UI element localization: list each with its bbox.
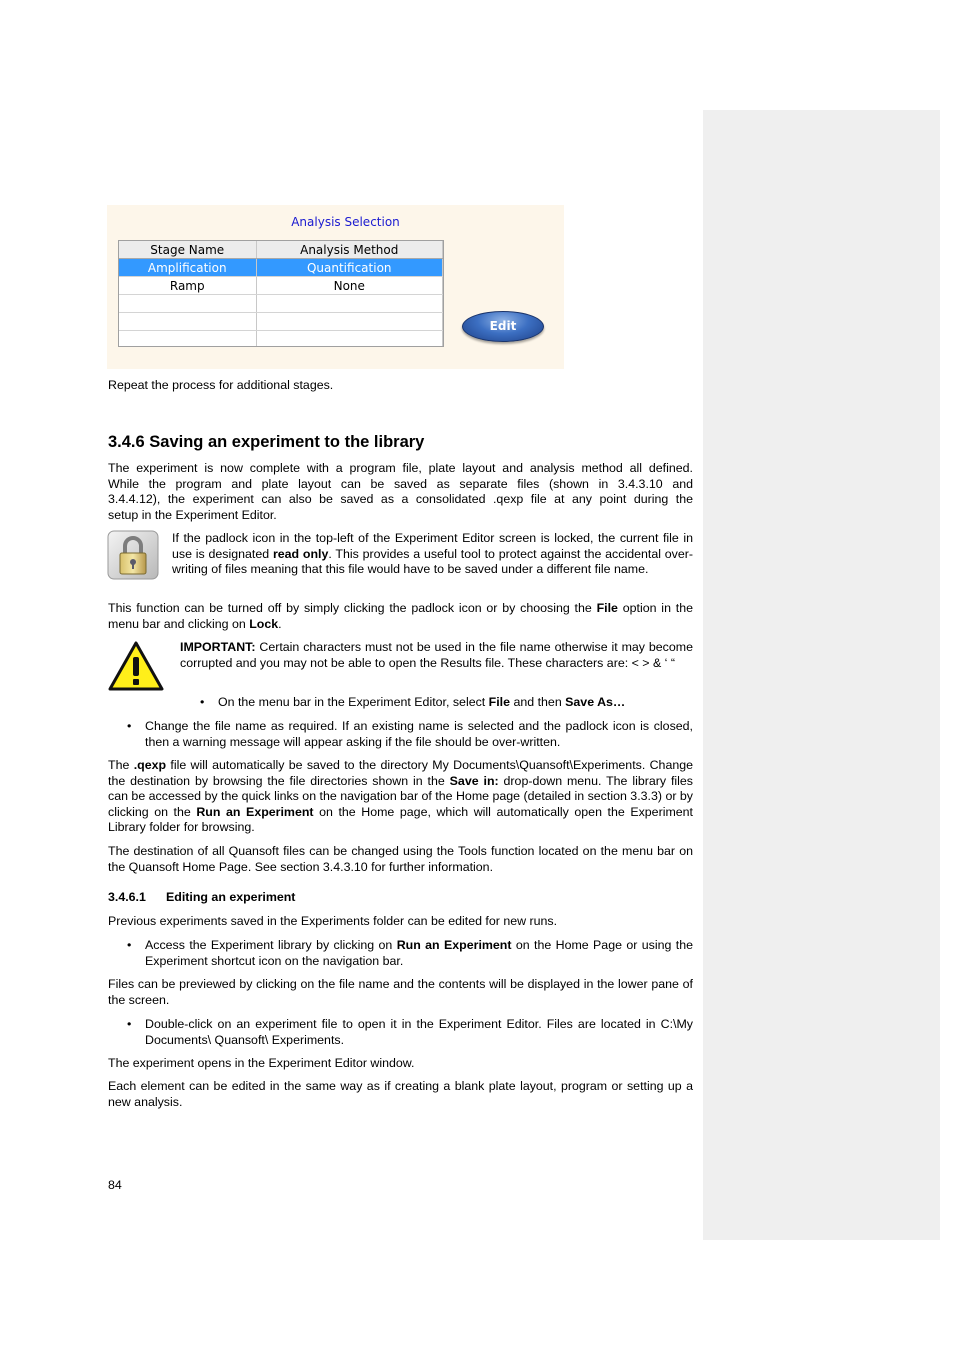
- comment-margin: [703, 110, 940, 1240]
- bullet-marker: •: [127, 719, 132, 733]
- text-run: and then: [510, 695, 566, 709]
- lock-note-text: If the padlock icon in the top-left of the Experiment Editor screen is locked, the current file in use is designated: [172, 531, 693, 561]
- paragraph-destination: The destination of all Quansoft files can be changed using the Tools function located on the menu bar on the Quansoft Home Page. See section 3.4.3.10 for further information.: [108, 844, 693, 874]
- important-text: Certain characters must not be used in the file name otherwise it may become corrupted and you may not be able to open the Results file. These characters are: < > & ‘ “: [180, 640, 693, 670]
- page-number: 84: [108, 1178, 122, 1192]
- subsection-heading: [108, 890, 295, 904]
- stage-name-cell[interactable]: Ramp: [119, 277, 256, 295]
- important-note: [180, 640, 693, 671]
- bold-run: .qexp: [133, 758, 167, 772]
- text-run: This function can be turned off by simply clicking the padlock icon or by choosing the: [108, 601, 597, 615]
- text-run: Access the Experiment library by clicking on: [145, 938, 397, 952]
- paragraph-lock-off: [108, 601, 693, 632]
- table-row[interactable]: [119, 259, 443, 277]
- bold-run: Save As…: [565, 695, 626, 709]
- lock-note-bold: read only: [272, 546, 329, 561]
- stage-name-cell[interactable]: [119, 295, 256, 313]
- column-header-analysis-method[interactable]: Analysis Method: [256, 241, 443, 259]
- analysis-grid: [118, 240, 444, 347]
- column-header-stage-name[interactable]: Stage Name: [119, 241, 256, 259]
- paragraph-each-element: Each element can be edited in the same way as if creating a blank plate layout, program or setting up a new analysis.: [108, 1079, 693, 1109]
- text-run: The: [108, 758, 134, 772]
- section-heading: 3.4.6 Saving an experiment to the library: [108, 433, 425, 451]
- text-run: file will automatically be saved to the directory My Documents\Quansoft\Experiments. Change the destination by browsing the file directories shown in the: [108, 758, 694, 788]
- stage-name-cell[interactable]: [119, 331, 256, 348]
- bullet-item: [127, 719, 693, 750]
- paragraph-line: 3.4.4.12), the experiment can also be saved as a consolidated .qexp file at any point during the: [108, 492, 693, 507]
- bullet-text: [145, 938, 693, 969]
- text-run: on the Home Page or using the Experiment shortcut icon on the navigation bar.: [145, 938, 693, 968]
- analysis-method-cell[interactable]: Quantification: [256, 259, 443, 277]
- subsection-title: Editing an experiment: [166, 890, 296, 904]
- paragraph-preview: Files can be previewed by clicking on the file name and the contents will be displayed in the lower pane of the screen.: [108, 977, 693, 1007]
- analysis-method-cell[interactable]: [256, 331, 443, 348]
- bold-run: Lock: [249, 616, 279, 631]
- paragraph-line: While the program and plate layout can be saved as separate files (shown in 3.4.3.10 and: [108, 476, 693, 491]
- bullet-item: [127, 1017, 693, 1048]
- padlock-icon: [107, 530, 159, 580]
- text-run: drop-down menu. The library files can be accessed by the quick links on the navigation bar of the Home page (detailed in section 3.3.3) or by clicking on the: [108, 773, 693, 819]
- bold-run: File: [488, 695, 511, 709]
- bold-run: File: [596, 601, 618, 615]
- text-run: on the Home page, which will automatically open the Experiment Library folder for browsing.: [108, 804, 693, 835]
- table-row[interactable]: [119, 313, 443, 331]
- subsection-number: 3.4.6.1: [108, 890, 146, 904]
- grid-header-row: [119, 241, 443, 259]
- analysis-selection-panel: [107, 205, 564, 369]
- important-label: IMPORTANT:: [180, 640, 256, 654]
- warning-icon: [107, 640, 165, 692]
- analysis-method-cell[interactable]: [256, 295, 443, 313]
- edit-button[interactable]: Edit: [462, 311, 544, 342]
- bullet-text: Change the file name as required. If an existing name is selected and the padlock icon is closed, then a warning message will appear asking if the file should be over-written.: [145, 719, 693, 749]
- bullet-text: [218, 695, 693, 711]
- bullet-marker: •: [200, 695, 205, 709]
- paragraph-opens: The experiment opens in the Experiment Editor window.: [108, 1056, 415, 1070]
- paragraph-line: The experiment is now complete with a program file, plate layout and analysis method all defined.: [108, 461, 693, 475]
- text-run: .: [278, 616, 282, 631]
- text-run: On the menu bar in the Experiment Editor, select: [218, 695, 489, 709]
- bullet-marker: •: [127, 1017, 132, 1031]
- intro-paragraph: Repeat the process for additional stages.: [108, 378, 334, 392]
- stage-name-cell[interactable]: Amplification: [119, 259, 256, 277]
- panel-title: Analysis Selection: [291, 215, 400, 229]
- bold-run: Run an Experiment: [396, 938, 512, 952]
- bullet-text: Double-click on an experiment file to open it in the Experiment Editor. Files are located in C:\My Documents\ Quansoft\ Experiments.: [145, 1017, 693, 1047]
- analysis-method-cell[interactable]: None: [256, 277, 443, 295]
- lock-note-text: . This provides a useful tool to protect against the accidental over-writing of files meaning that this file would have to be saved under a different file name.: [172, 546, 693, 577]
- paragraph-qexp: [108, 758, 693, 836]
- bullet-item: [127, 938, 693, 969]
- bold-run: Run an Experiment: [196, 804, 314, 819]
- table-row[interactable]: [119, 277, 443, 295]
- bullet-marker: •: [127, 938, 132, 952]
- stage-name-cell[interactable]: [119, 313, 256, 331]
- text-run: option in the menu bar and clicking on: [108, 601, 693, 631]
- paragraph-line: setup in the Experiment Editor.: [108, 507, 277, 522]
- table-row[interactable]: [119, 331, 443, 348]
- table-row[interactable]: [119, 295, 443, 313]
- analysis-method-cell[interactable]: [256, 313, 443, 331]
- paragraph-previous: Previous experiments saved in the Experiments folder can be edited for new runs.: [108, 914, 558, 928]
- bold-run: Save in:: [449, 773, 499, 788]
- bullet-item: [200, 695, 693, 711]
- lock-note: [172, 531, 693, 578]
